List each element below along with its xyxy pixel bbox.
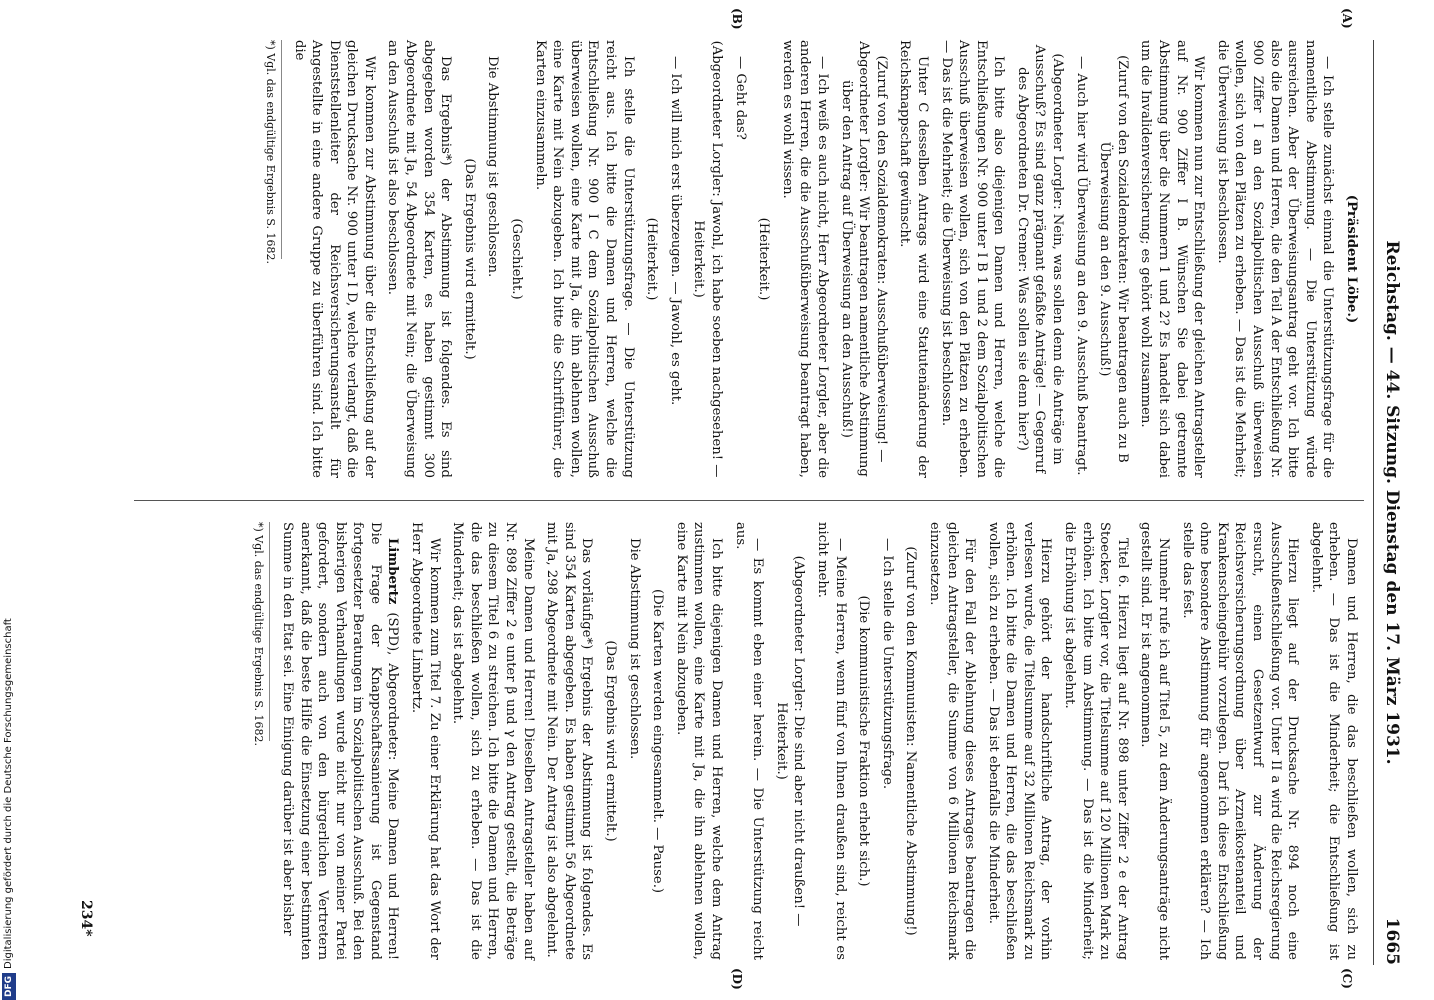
paragraph-text: Damen und Herren, die das beschließen wollen, sich zu erheben. — Das ist die Minderheit; die Entschließung ist abgelehnt. bbox=[1308, 522, 1359, 960]
paragraph bbox=[731, 40, 749, 478]
paragraph-text: Hierzu liegt auf der Drucksache Nr. 894 noch eine Ausschußentschließung vor. Unter II a wird die Reichsregierung ersucht, einen Gesetzentwurf zur Änderung der Reichsversicherungsordnung über Arzneikostenanteil und Krankenscheingebühr vorzulegen. Darf ich diese Entschließung ohne besondere Abstimmung für angenommen erklären? — Ich stelle das fest. bbox=[1179, 522, 1301, 960]
digitization-credit bbox=[2, 0, 16, 1000]
paragraph-text: Das vorläufige*) Ergebnis der Abstimmung ist folgendes. Es sind 354 Karten abgegeben. Es haben gestimmt 56 Abgeordnete mit Ja, 298 Abgeordnete mit Nein. Der Antrag ist also abgelehnt. bbox=[544, 522, 595, 960]
paragraph bbox=[290, 40, 378, 478]
right-column bbox=[251, 522, 1360, 960]
paragraph-text: Ich bitte also diejenigen Damen und Herren, welche die Entschließungen Nr. 900 unter I B 1 und 2 dem Sozialpolitischen Ausschuß überweisen wollen, sich von den Plätzen zu erheben. — Das ist die Mehrheit; die Überweisung ist beschlossen. bbox=[938, 40, 1007, 478]
margin-mark-b: (B) bbox=[730, 8, 744, 30]
paragraph-text: — Auch hier wird Überweisung an den 9. Ausschuß beantragt. bbox=[1073, 56, 1089, 476]
interjection: (Zuruf von den Sozialdemokraten: Wir beantragen auch zu B Überweisung an den 9. Ausschuß!) bbox=[1097, 55, 1130, 463]
paragraph-text: Ich stelle die Unterstützungsfrage. — Die Unterstützung reicht aus. Ich bitte die Damen und Herren, welche die Entschließung Nr. 900 I C dem Sozialpolitischen Ausschuß überweisen wollen, eine Karte mit Ja, die ihn ablehnen wollen, eine Karte mit Nein abzugeben. Ich bitte die Schriftführer, die Karten einzusammeln. bbox=[532, 40, 636, 478]
paragraph-text: Das Ergebnis*) der Abstimmung ist folgendes. Es sind abgegeben worden 354 Karten, es haben gestimmt 300 Abgeordnete mit Ja, 54 Abgeordnete mit Nein; die Überweisung an den Ausschuß ist also beschlossen. bbox=[385, 40, 454, 478]
paragraph bbox=[531, 40, 637, 478]
interjection: (Heiterkeit.) bbox=[756, 217, 772, 301]
paragraph-text: Nunmehr rufe ich auf Titel 5, zu dem Änderungsanträge nicht gestellt sind. Er ist angenommen. bbox=[1138, 522, 1172, 960]
footnote-separator bbox=[269, 522, 270, 741]
paragraph bbox=[543, 522, 596, 960]
paragraph bbox=[896, 40, 931, 478]
paragraph-text: — Meine Herren, wenn fünf von Ihnen draußen sind, reicht es nicht mehr. bbox=[814, 522, 848, 960]
paragraph-text: Für den Fall der Ablehnung dieses Antrages beantragen die gleichen Antragsteller, die Summe von 6 Millionen Reichsmark einzusetzen. bbox=[926, 522, 978, 960]
paragraph bbox=[1307, 522, 1360, 960]
paragraph bbox=[666, 40, 684, 478]
paragraph-text: Unter C desselben Antrags wird eine Statutenänderung der Reichsknappschaft gewünscht. bbox=[897, 40, 930, 478]
paragraph bbox=[1342, 40, 1360, 478]
paragraph-text: Die Abstimmung ist geschlossen. bbox=[626, 538, 642, 760]
margin-mark-a: (A) bbox=[1340, 8, 1354, 29]
footnote: *) Vgl. das endgültige Ergebnis S. 1682. bbox=[252, 522, 266, 747]
interjection: (Das Ergebnis wird ermittelt.) bbox=[603, 640, 619, 842]
paragraph bbox=[1072, 40, 1090, 478]
paragraph-text: Wir kommen nun zur Entschließung der gleichen Antragsteller auf Nr. 900 Ziffer I B. Wünschen Sie dabei getrennte Abstimmung über die Nummern 1 und 2? Es handelt sich dabei um die Invalidenversicherung; es gehört wohl zusammen. bbox=[1138, 40, 1207, 478]
paragraph-text: Meine Damen und Herren! Dieselben Antragsteller haben auf Nr. 898 Ziffer 2 e unter β und γ den Antrag gestellt, die Beträge zu diesem Titel 6 zu streichen. Ich bitte die Damen und Herren, die das beschließen wollen, sich zu erheben. — Das ist die Minderheit; das ist abgelehnt. bbox=[450, 522, 536, 960]
page-header bbox=[1373, 40, 1406, 965]
paragraph-text: Hierzu gehört der handschriftliche Antrag, der vorhin verlesen wurde, die Titelsumme auf 32 Millionen Reichsmark zu erhöhen. Ich bitte die Damen und Herren, die das beschließen wollen, sich zu erheben. — Das ist ebenfalls die Minderheit. bbox=[985, 522, 1054, 960]
paragraph-text: Ich bitte diejenigen Damen und Herren, welche dem Antrag zustimmen wollen, eine Karte mit Ja, die ihn ablehnen wollen, eine Karte mit Nein abzugeben. bbox=[673, 522, 724, 960]
interjection: (Die kommunistische Fraktion erhebt sich.) bbox=[856, 595, 872, 887]
paragraph bbox=[278, 522, 401, 960]
speaker-name: Limbertz bbox=[385, 538, 401, 605]
column-divider bbox=[134, 500, 1364, 501]
paragraph-text: — Ich will mich erst überzeugen. — Jawohl, es geht. bbox=[667, 56, 683, 406]
credit-text: Digitalisierung gefördert durch die Deutsche Forschungsgemeinschaft bbox=[3, 618, 14, 969]
paragraph-text: Titel 6. Hierzu liegt auf Nr. 898 unter Ziffer 2 e der Antrag Stoecker, Lorgler vor, die Titelsumme auf 120 Millionen Mark zu erhöhen. Ich bitte um Abstimmung. — Das ist die Minderheit; die Erhöhung ist abgelehnt. bbox=[1062, 522, 1130, 960]
paragraph bbox=[878, 522, 896, 960]
paragraph-text: — Es kommt eben einer herein. — Die Unterstützung reicht aus. bbox=[732, 522, 766, 960]
paragraph-text: (SPD), Abgeordneter: Meine Damen und Herren! Die Frage der Knappschaftssanierung ist Gegenstand fortgesetzter Beratungen im Sozialpolitischen Ausschuß. Bei den bisherigen Verhandlungen wurde nicht nur von meiner Partei gefordert, sondern auch von den bürgerlichen Vertretern anerkannt, daß die beste Hilfe die Einsetzung einer bestimmten Summe in den Etat sei. Eine Einigung darüber ist aber bisher bbox=[279, 522, 401, 960]
dfg-logo: DFG bbox=[2, 973, 16, 1000]
paragraph bbox=[778, 40, 831, 478]
paragraph bbox=[925, 522, 978, 960]
footnote: *) Vgl. das endgültige Ergebnis S. 1682. bbox=[263, 40, 277, 265]
paragraph-text: — Ich stelle zunächst einmal die Unterstützungsfrage für die namentliche Abstimmung. — Die Unterstützung würde ausreichen. Aber der Überweisungsantrag geht vor. Ich bitte also die Damen und Herren, die den Teil A der Entschließung Nr. 900 Ziffer I an den Sozialpolitischen Ausschuß überweisen wollen, sich von den Plätzen zu erheben. — Das ist die Mehrheit; die Überweisung ist beschlossen. bbox=[1214, 40, 1336, 478]
paragraph-text: Die Abstimmung ist geschlossen. bbox=[485, 56, 501, 278]
interjection: (Abgeordneter Lorgler: Jawohl, ich habe soeben nachgesehen! — Heiterkeit.) bbox=[691, 40, 724, 478]
paragraph-text: — Geht das? bbox=[732, 56, 748, 140]
speaker-name: (Präsident Löbe.) bbox=[1344, 194, 1359, 324]
paragraph bbox=[937, 40, 1007, 478]
left-column bbox=[263, 40, 1360, 478]
signature-mark: 234* bbox=[78, 900, 94, 937]
page-number: 1665 bbox=[1382, 917, 1402, 965]
paragraph bbox=[1061, 522, 1131, 960]
interjection: (Zuruf von den Sozialdemokraten: Ausschußüberweisung! — Abgeordneter Lorgler: Wir beantragen namentliche Abstimmung über den Antrag auf Überweisung an den Ausschuß!) bbox=[838, 41, 889, 477]
paragraph bbox=[672, 522, 725, 960]
paragraph-text: Wir kommen zum Titel 7. Zu einer Erklärung hat das Wort der Herr Abgeordnete Limbertz. bbox=[409, 522, 442, 960]
interjection: (Die Karten werden eingesammelt. — Pause.) bbox=[650, 588, 666, 894]
page-header-title: Reichstag. — 44. Sitzung. Dienstag den 17. März 1931. bbox=[1382, 240, 1402, 765]
interjection: (Geschieht.) bbox=[509, 218, 525, 300]
paragraph bbox=[1213, 40, 1336, 478]
interjection: (Abgeordneter Lorgler: Nein, was sollen denn die Anträge im Ausschuß? Es sind ganz prägnant gefaßte Anträge! — Gegenruf des Abgeordneten Dr. Cremer: Was sollen sie denn hier?) bbox=[1014, 44, 1066, 474]
paragraph bbox=[1178, 522, 1301, 960]
paragraph bbox=[484, 40, 502, 478]
interjection: (Zuruf von den Kommunisten: Namentliche Abstimmung!) bbox=[903, 546, 919, 936]
paragraph bbox=[731, 522, 766, 960]
interjection: (Das Ergebnis wird ermittelt.) bbox=[461, 158, 477, 360]
footnote-separator bbox=[281, 40, 282, 259]
interjection: (Abgeordneter Lorgler: Die sind aber nicht draußen! — Heiterkeit.) bbox=[773, 555, 807, 927]
paragraph bbox=[1137, 40, 1207, 478]
paragraph bbox=[384, 40, 454, 478]
interjection: (Heiterkeit.) bbox=[644, 217, 660, 301]
margin-mark-c: (C) bbox=[1340, 968, 1354, 989]
paragraph bbox=[449, 522, 537, 960]
paragraph bbox=[1137, 522, 1172, 960]
paragraph bbox=[813, 522, 848, 960]
paragraph-text: Wir kommen zur Abstimmung über die Entschließung auf der gleichen Drucksache Nr. 900 unter I D, welche verlangt, daß die Dienststellenleiter der Reichsversicherungsanstalt für Angestellte in eine andere Gruppe zu überführen sind. Ich bitte die bbox=[291, 40, 377, 478]
paragraph bbox=[408, 522, 443, 960]
paragraph-text: — Ich weiß es auch nicht, Herr Abgeordneter Lorgler, aber die anderen Herren, die die Ausschußüberweisung beantragt haben, werden es wohl wissen. bbox=[779, 40, 830, 478]
paragraph bbox=[625, 522, 643, 960]
paragraph bbox=[984, 522, 1054, 960]
margin-mark-d: (D) bbox=[730, 968, 744, 990]
paragraph-text: — Ich stelle die Unterstützungsfrage. bbox=[879, 538, 895, 790]
